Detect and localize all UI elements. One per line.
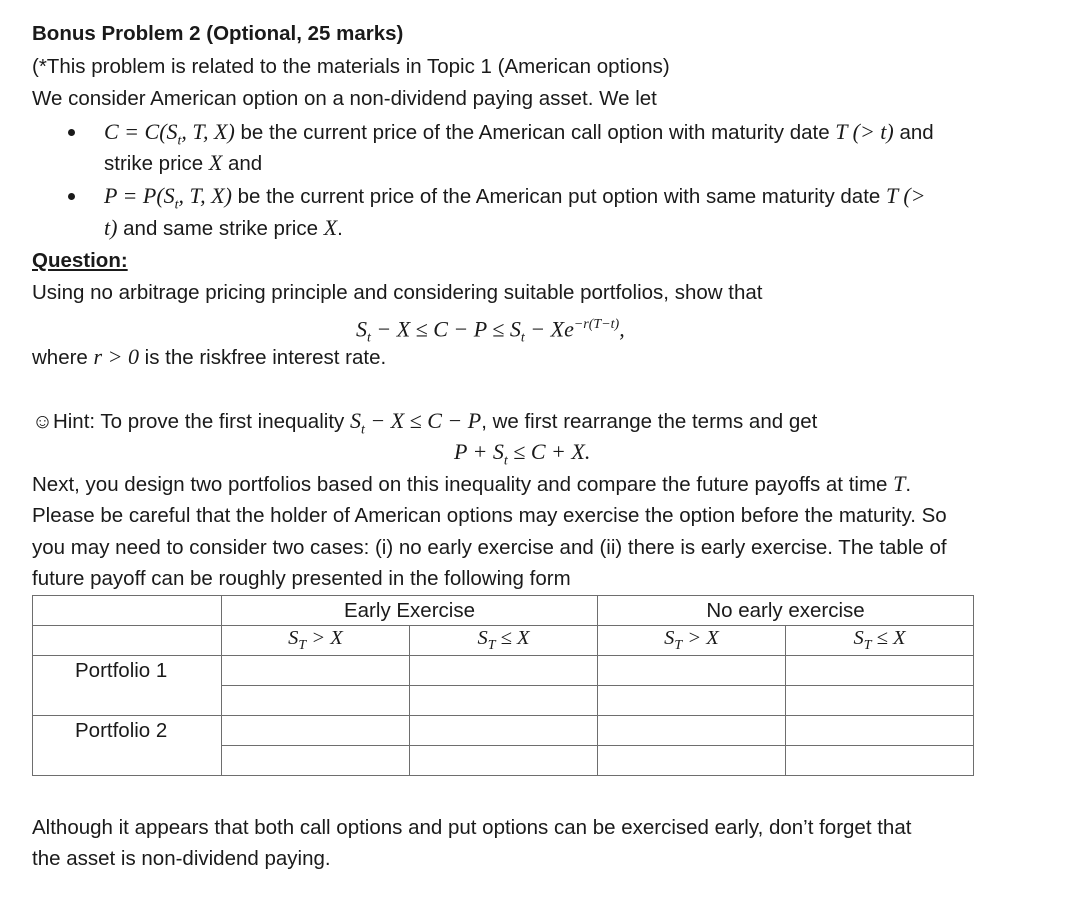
next-line: [32, 472, 911, 497]
bullet-dot: [68, 129, 75, 136]
bullet-call-line1: [104, 120, 934, 153]
hint-suffix: , we first rearrange the terms and get: [481, 410, 818, 433]
table-cell: [598, 716, 786, 746]
cases-line: you may need to consider two cases: (i) no early exercise and (ii) there is early exercise. The table of: [32, 536, 947, 559]
table-corner-cell: [33, 596, 222, 626]
first-inequality: $S_t - X \le C - P$: [349, 408, 482, 438]
table-cell: [598, 656, 786, 686]
where-line: [32, 345, 386, 370]
put-maturity: T (>: [885, 183, 926, 208]
table-cell: [222, 686, 410, 716]
table-cell: [410, 716, 598, 746]
noearly-st-gt-x: $S_T > X$: [598, 626, 786, 656]
maturity-formula: T (> t): [835, 119, 894, 144]
put-desc: be the current price of the American put option with same maturity date: [231, 185, 886, 208]
where-prefix: where: [32, 346, 94, 369]
footer-line-1: Although it appears that both call options and put options can be exercised early, don’t forget that: [32, 816, 912, 839]
form-line: future payoff can be roughly presented in the following form: [32, 567, 571, 590]
put-price-formula: $P = P(S_t$, T, X): [104, 183, 232, 213]
careful-line: Please be careful that the holder of American options may exercise the option before the maturity. So: [32, 504, 947, 527]
bullet-dot: [68, 193, 75, 200]
bullet-put-line2: [104, 216, 343, 241]
payoff-table: [32, 595, 974, 776]
rearranged-inequality: $P + S_t \le C + X$.: [454, 439, 591, 469]
time-T: T: [893, 471, 906, 496]
table-cell: [786, 686, 974, 716]
where-suffix: is the riskfree interest rate.: [138, 346, 387, 369]
table-cell: [410, 746, 598, 776]
call-desc: be the current price of the American call option with maturity date: [234, 121, 836, 144]
main-inequality: $S_t - X \le C - P \le S_t - Xe^{-r(T-t)}$,: [356, 316, 625, 346]
table-blank-cell: [33, 626, 222, 656]
header-early-exercise: Early Exercise: [222, 596, 598, 626]
hint-prefix: Hint: To prove the first inequality: [52, 410, 350, 433]
call-desc-end: and: [893, 121, 934, 144]
noearly-st-le-x: $S_T \le X$: [786, 626, 974, 656]
portfolio-2-label: Portfolio 2: [33, 716, 222, 776]
bullet-call-line2: [104, 151, 262, 176]
put-strike-symbol: X: [323, 215, 338, 240]
table-cell: [598, 746, 786, 776]
put-strike-text: and same strike price: [117, 217, 324, 240]
hint-line: [32, 409, 817, 442]
table-cell: [410, 686, 598, 716]
table-cell: [786, 656, 974, 686]
strike-symbol: X: [208, 150, 223, 175]
smiley-icon: ☺: [32, 410, 53, 433]
strike-text: strike price: [104, 152, 209, 175]
early-st-le-x: $S_T \le X$: [410, 626, 598, 656]
table-cell: [598, 686, 786, 716]
question-heading: Question:: [32, 249, 128, 272]
table-cell: [786, 716, 974, 746]
next-text: Next, you design two portfolios based on this inequality and compare the future payoffs at time: [32, 473, 894, 496]
bullet-put-line1: [104, 184, 926, 217]
table-cell: [222, 746, 410, 776]
table-cell: [222, 656, 410, 686]
next-end: .: [905, 473, 912, 496]
table-cell: [222, 716, 410, 746]
problem-title: Bonus Problem 2 (Optional, 25 marks): [32, 22, 404, 45]
topic-note: (*This problem is related to the materials in Topic 1 (American options): [32, 55, 670, 78]
put-strike-end: .: [337, 217, 343, 240]
intro-text: We consider American option on a non-dividend paying asset. We let: [32, 87, 657, 110]
call-price-formula: $C = C(S_t$, T, X): [104, 119, 235, 149]
table-cell: [410, 656, 598, 686]
footer-line-2: the asset is non-dividend paying.: [32, 847, 331, 870]
strike-end: and: [222, 152, 263, 175]
table-cell: [786, 746, 974, 776]
question-text: Using no arbitrage pricing principle and considering suitable portfolios, show that: [32, 281, 763, 304]
early-st-gt-x: $S_T > X$: [222, 626, 410, 656]
portfolio-1-label: Portfolio 1: [33, 656, 222, 716]
put-maturity-cont: t): [104, 215, 118, 240]
rate-condition: r > 0: [93, 344, 139, 369]
header-no-early-exercise: No early exercise: [598, 596, 974, 626]
